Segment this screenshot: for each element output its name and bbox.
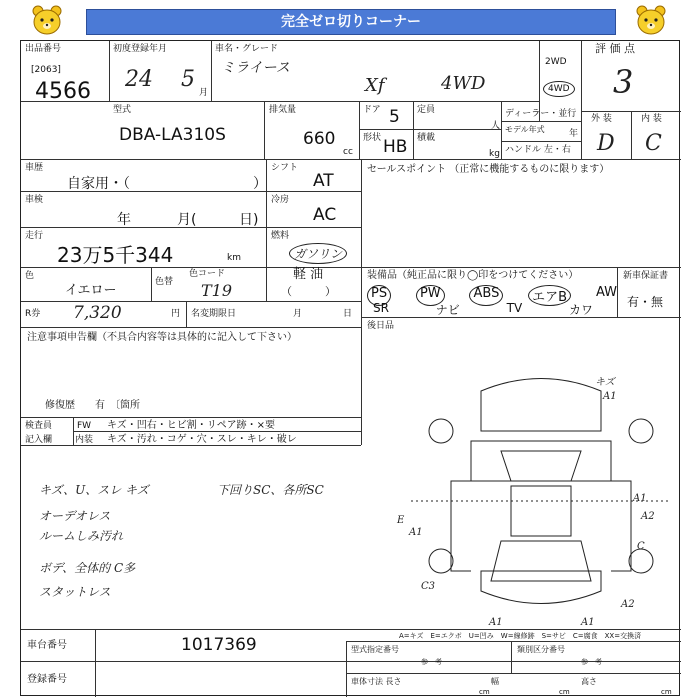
first-reg-month-unit: 月 — [199, 88, 209, 98]
mark-4: E — [397, 515, 405, 526]
capacity-unit: 人 — [491, 121, 501, 131]
inspector-interior-text: キズ・汚れ・コゲ・穴・スレ・キレ・破レ — [107, 434, 297, 445]
mark-5: A1 — [409, 527, 423, 538]
registration-label: 登録番号 — [27, 674, 67, 685]
color-value: イエロー — [65, 283, 117, 298]
score-ext-value: D — [597, 131, 615, 156]
color-label: 色 — [25, 271, 35, 281]
mark-1: キズ — [595, 377, 615, 388]
inspector-fw: FW — [77, 421, 92, 431]
car-grade: Xf — [365, 75, 385, 96]
inspector-fw-text: キズ・凹右・ヒビ割・リペア跡・×要 — [107, 420, 275, 431]
displacement-value: 660 — [303, 129, 336, 149]
bottom-cm-2: cm — [559, 688, 570, 696]
score-int-value: C — [645, 131, 662, 156]
bottom-cm-3: cm — [661, 688, 672, 696]
fuel-gasoline: ガソリン — [289, 243, 347, 264]
auction-sheet — [20, 40, 680, 696]
recycle-unit: 円 — [171, 309, 181, 319]
banner-bar — [86, 9, 616, 35]
score-int-label: 内 装 — [641, 114, 662, 124]
load-unit: kg — [489, 149, 500, 159]
equip-navi: ナビ — [435, 303, 460, 317]
first-reg-label: 初度登録年月 — [113, 44, 168, 54]
bear-mascot-icon — [634, 5, 668, 37]
meigi-label: 名変期限日 — [191, 309, 237, 319]
banner — [20, 4, 680, 38]
warranty-label: 新車保証書 — [623, 271, 669, 281]
bottom-size-width: 幅 — [491, 677, 499, 686]
bottom-ref-1: 参 考 — [421, 658, 442, 666]
history-value: 自家用・（ — [67, 176, 130, 192]
mark-3: A1 — [633, 493, 647, 504]
dealer-label: ディーラー・並行 — [505, 109, 577, 119]
hand-note-3: ルームしみ汚れ — [39, 529, 124, 543]
fuel-diesel: 軽 油 — [293, 267, 324, 282]
color-code-value: T19 — [201, 281, 233, 300]
bottom-class-label: 類別区分番号 — [517, 645, 565, 654]
mark-11: A1 — [581, 617, 595, 628]
shape-label: 形状 — [363, 133, 382, 143]
car-damage-diagram — [411, 371, 671, 631]
hand-note-5: スタットレス — [39, 585, 111, 599]
sales-point-label: セールスポイント （正常に機能するものに限ります） — [367, 164, 610, 175]
shape-value: HB — [383, 137, 408, 157]
bear-mascot-icon — [30, 5, 64, 37]
equip-pw: PW — [416, 285, 445, 306]
car-label: 車名・グレード — [215, 44, 279, 54]
inspection-month: 月( — [177, 212, 197, 228]
first-reg-year: 24 — [125, 67, 153, 92]
bottom-size-height: 高さ — [581, 677, 597, 686]
mark-2: A1 — [603, 391, 617, 402]
banner-title: 完全ゼロ切りコーナー — [281, 14, 421, 30]
recycle-label: R券 — [25, 309, 41, 319]
fuel-paren: （ ） — [281, 285, 336, 298]
drive-2wd: 2WD — [545, 57, 567, 67]
warranty-value: 有・無 — [627, 295, 664, 309]
rear-seat-label: 後日品 — [367, 321, 395, 331]
drive-4wd: 4WD — [543, 81, 575, 97]
model-year-unit: 年 — [569, 129, 579, 139]
history-label: 車歴 — [25, 163, 44, 173]
lot-label: 出品番号 — [25, 44, 62, 54]
bottom-type-label: 型式指定番号 — [351, 645, 399, 654]
hand-note-1: キズ、U、スレ キズ — [39, 483, 149, 497]
inspector-label: 検査員 — [25, 421, 53, 431]
inspection-year: 年 — [117, 212, 131, 228]
score-value: 3 — [613, 63, 634, 101]
equip-tv: TV — [506, 301, 523, 315]
displacement-unit: cc — [343, 147, 353, 157]
first-reg-month: 5 — [181, 67, 195, 92]
inspection-day: 日) — [239, 212, 259, 228]
mark-9: A2 — [621, 599, 635, 610]
meigi-day: 日 — [343, 309, 353, 319]
equip-ps: PS — [367, 285, 391, 306]
capacity-label: 定員 — [417, 105, 436, 115]
lot-number: 4566 — [35, 79, 91, 104]
repair-history: 修復歴 有 〔箇所 — [45, 400, 140, 411]
notes-label: 注意事項申告欄（不具合内容等は具体的に記入して下さい） — [27, 332, 297, 343]
equip-airbag: エアB — [528, 285, 571, 306]
bottom-ref-2: 参 考 — [581, 658, 602, 666]
meigi-month: 月 — [293, 309, 303, 319]
load-label: 積載 — [417, 133, 436, 143]
bottom-size-length: 車体寸法 長さ — [351, 677, 402, 686]
handle-label: ハンドル 左・右 — [505, 145, 571, 155]
inspector-entry-label: 記入欄 — [25, 435, 53, 445]
ac-value: AC — [313, 205, 337, 225]
chassis-value: 1017369 — [181, 635, 257, 655]
ac-label: 冷房 — [271, 195, 290, 205]
hand-note-2: オーデオレス — [39, 509, 111, 523]
mark-7: C — [637, 541, 645, 552]
shift-value: AT — [313, 171, 334, 191]
car-drive: 4WD — [441, 73, 486, 94]
color-code-label: 色コード — [189, 269, 226, 279]
legend-text: A=キズ E=エクボ U=凹み W=線修跡 S=サビ C=腐食 XX=交換済 — [399, 632, 642, 640]
shift-label: シフト — [271, 163, 299, 173]
mileage-value: 23万5千344 — [57, 243, 174, 267]
equipment-row-2 — [373, 301, 593, 318]
history-close: ） — [253, 176, 267, 192]
mileage-label: 走行 — [25, 231, 44, 241]
model-value: DBA-LA310S — [119, 125, 226, 145]
equipment-label: 装備品（純正品に限り◯印をつけてください） — [367, 270, 579, 281]
displacement-label: 排気量 — [269, 105, 297, 115]
score-label: 評 価 点 — [595, 42, 635, 55]
recycle-value: 7,320 — [73, 303, 122, 323]
inspection-label: 車検 — [25, 195, 44, 205]
bottom-cm-1: cm — [479, 688, 490, 696]
equip-sr: SR — [373, 301, 389, 315]
car-name: ミライース — [221, 60, 290, 76]
color-change-label: 色替 — [155, 277, 174, 287]
doors-label: ドア — [363, 105, 381, 115]
equip-abs: ABS — [469, 285, 503, 306]
doors-value: 5 — [389, 107, 400, 127]
mark-8: C3 — [421, 581, 436, 592]
equip-leather: カワ — [568, 303, 593, 317]
hand-note-right-1: 下回りSC、各所SC — [217, 483, 324, 497]
mark-6: A2 — [641, 511, 655, 522]
fuel-label: 燃料 — [271, 231, 290, 241]
hand-note-4: ボデ、全体的 C多 — [39, 561, 136, 575]
model-label: 型式 — [113, 105, 132, 115]
model-year-label: モデル年式 — [505, 125, 545, 134]
lot-sub: [2063] — [31, 65, 61, 75]
mark-10: A1 — [489, 617, 503, 628]
chassis-label: 車台番号 — [27, 640, 67, 651]
mileage-unit: km — [227, 253, 241, 263]
inspector-interior: 内装 — [75, 435, 94, 445]
equip-aw: AW — [595, 285, 617, 300]
score-ext-label: 外 装 — [591, 114, 612, 124]
